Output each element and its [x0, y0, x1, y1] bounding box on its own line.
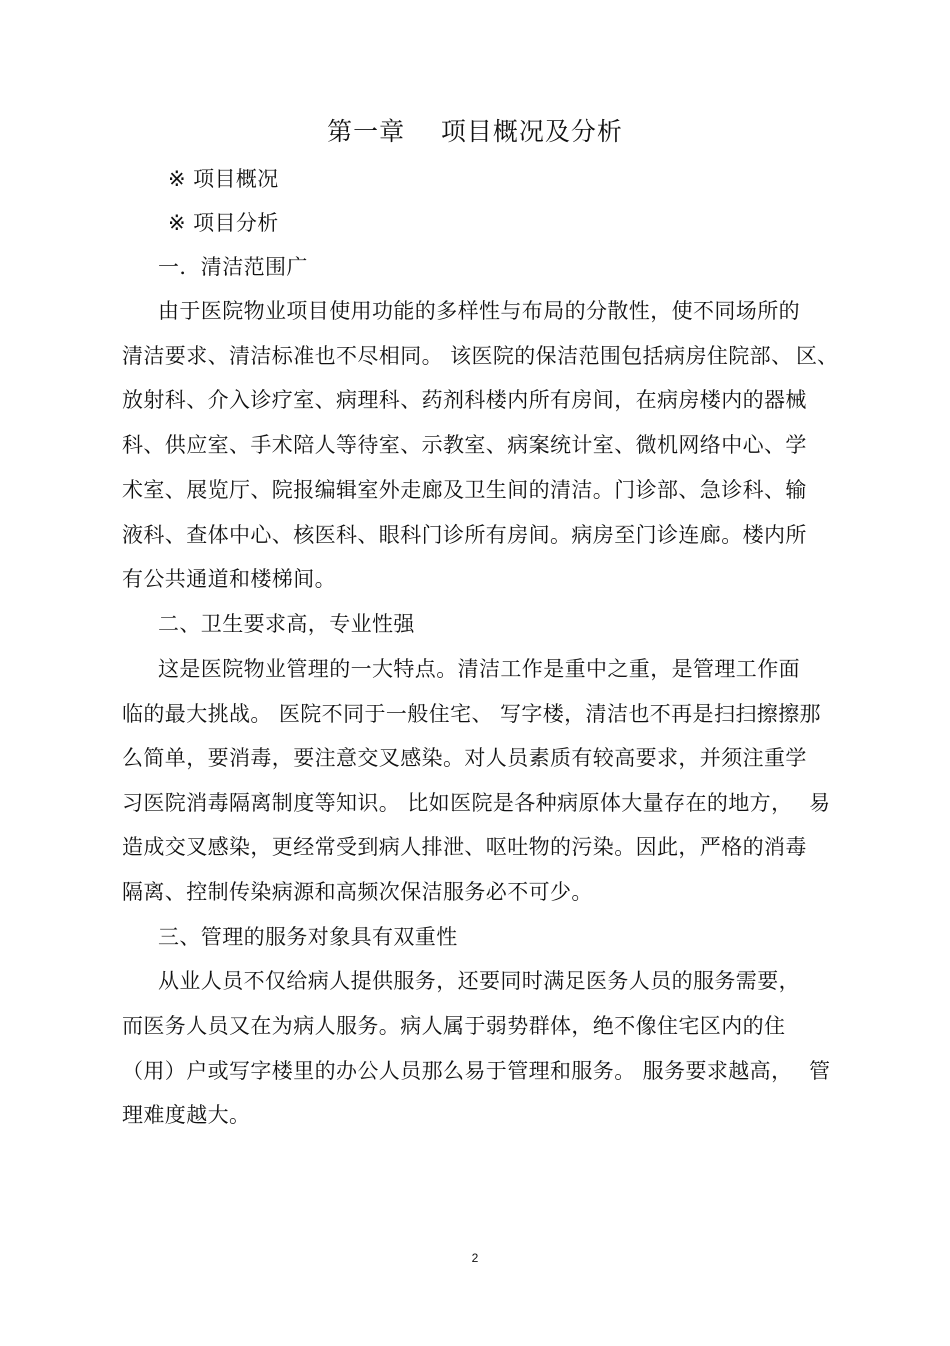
paragraph-line: 清洁要求、清洁标准也不尽相同。 该医院的保洁范围包括病房住院部、: [122, 344, 793, 368]
paragraph-line: 放射科、介入诊疗室、病理科、药剂科楼内所有房间，在病房楼内的器械: [122, 388, 807, 412]
paragraph-line: 隔离、控制传染病源和高频次保洁服务必不可少。: [122, 880, 593, 904]
paragraph-line: 理难度越大。: [122, 1103, 251, 1127]
paragraph-line: 习医院消毒隔离制度等知识。 比如医院是各种病原体大量存在的地方，: [122, 791, 793, 815]
paragraph-line: 从业人员不仅给病人提供服务，还要同时满足医务人员的服务需要，: [158, 969, 800, 993]
paragraph-line-end: 易: [809, 791, 830, 815]
paragraph-line: 么简单，要消毒，要注意交叉感染。对人员素质有较高要求，并须注重学: [122, 746, 807, 770]
paragraph-line: 这是医院物业管理的一大特点。清洁工作是重中之重，是管理工作面: [158, 657, 800, 681]
paragraph-line: 有公共通道和楼梯间。: [122, 567, 336, 591]
paragraph-line: 术室、展览厅、院报编辑室外走廊及卫生间的清洁。门诊部、急诊科、输: [122, 478, 807, 502]
paragraph-line: 液科、查体中心、核医科、眼科门诊所有房间。病房至门诊连廊。楼内所: [122, 523, 807, 547]
page-number: 2: [471, 1251, 479, 1265]
section-heading: 二、卫生要求高，专业性强: [158, 612, 415, 636]
chapter-title: 第一章 项目概况及分析: [327, 117, 623, 146]
paragraph-line: 而医务人员又在为病人服务。病人属于弱势群体，绝不像住宅区内的住: [122, 1014, 786, 1038]
section-heading: 三、管理的服务对象具有双重性: [158, 925, 458, 949]
paragraph-line: 造成交叉感染，更经常受到病人排泄、呕吐物的污染。因此，严格的消毒: [122, 835, 807, 859]
paragraph-line: （用）户或写字楼里的办公人员那么易于管理和服务。 服务要求越高，: [122, 1059, 793, 1083]
bullet-project-overview: ※ 项目概况: [168, 167, 279, 191]
section-heading: 一．清洁范围广: [158, 255, 308, 279]
paragraph-line: 科、供应室、手术陪人等待室、示教室、病案统计室、微机网络中心、学: [122, 433, 807, 457]
paragraph-line: 由于医院物业项目使用功能的多样性与布局的分散性，使不同场所的: [158, 299, 800, 323]
paragraph-line: 临的最大挑战。 医院不同于一般住宅、 写字楼，清洁也不再是扫扫擦擦那: [122, 702, 821, 726]
bullet-project-analysis: ※ 项目分析: [168, 211, 279, 235]
paragraph-line-end: 管: [809, 1059, 830, 1083]
paragraph-line-end: 区、: [796, 344, 838, 368]
